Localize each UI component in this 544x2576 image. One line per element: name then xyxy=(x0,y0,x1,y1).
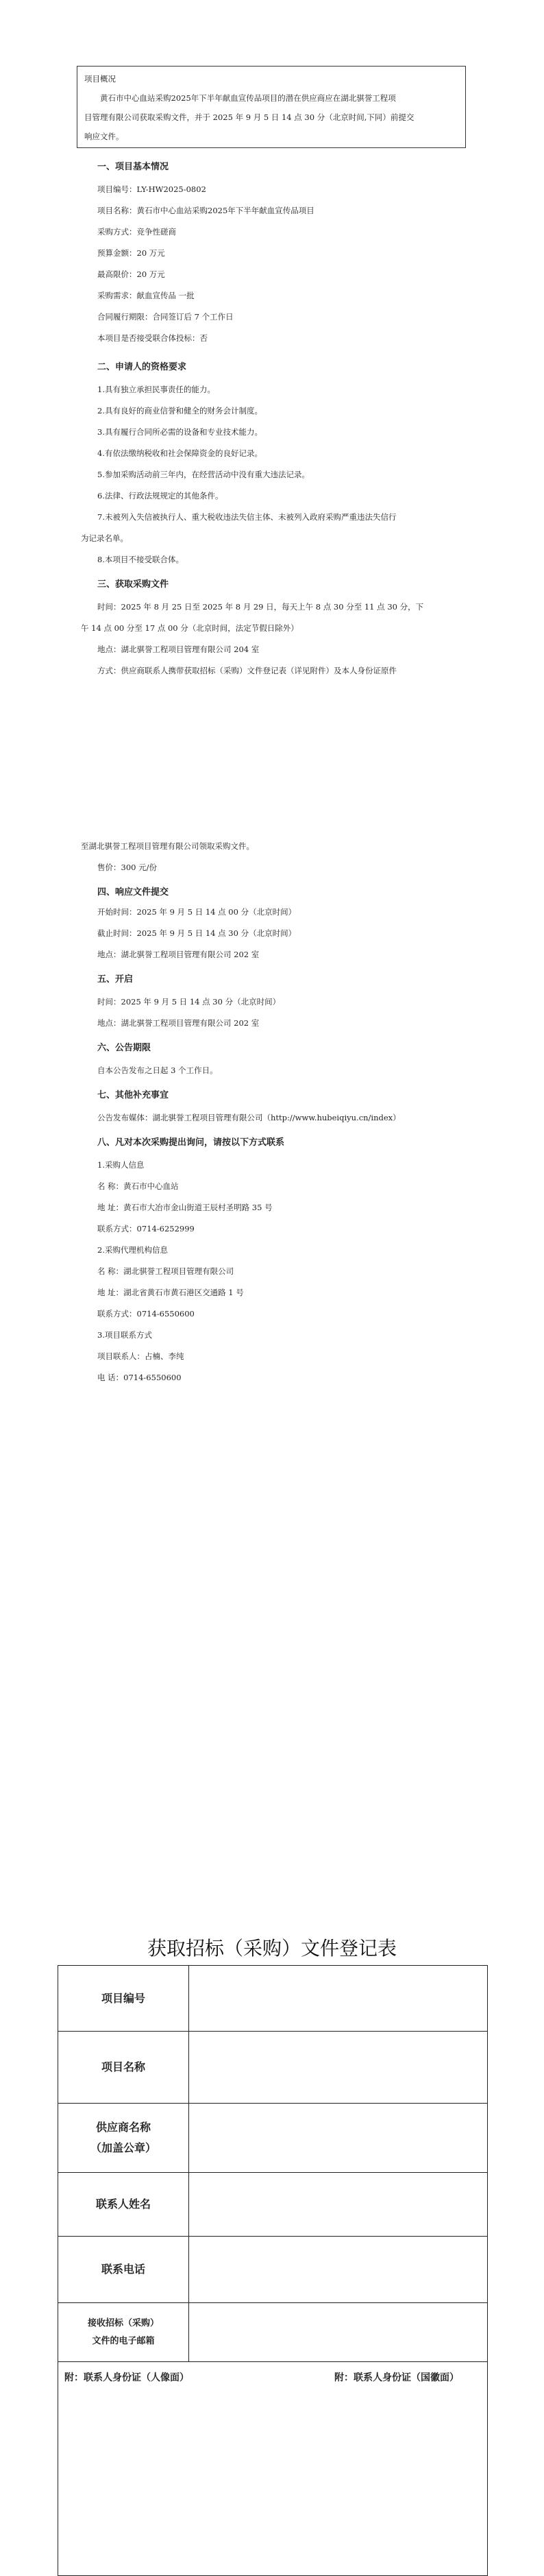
acquisition-method: 至湖北骐誉工程项目管理有限公司领取采购文件。 xyxy=(81,841,254,851)
budget-amount: 预算金额：20 万元 xyxy=(97,248,165,258)
overview-body-line: 黄石市中心血站采购2025年下半年献血宣传品项目的潜在供应商应在湖北骐誉工程项 xyxy=(100,93,396,103)
procurement-method: 采购方式：竞争性磋商 xyxy=(97,227,176,237)
submission-start: 开始时间：2025 年 9 月 5 日 14 点 00 分（北京时间） xyxy=(97,907,297,917)
acquisition-time: 时间：2025 年 8 月 25 日至 2025 年 8 月 29 日，每天上午 8 点 30 分至 11 点 30 分，下 xyxy=(97,602,424,612)
contact-phone: 电 话：0714-6550600 xyxy=(97,1373,182,1382)
section-title: 四、响应文件提交 xyxy=(97,887,169,898)
agent-heading: 2.采购代理机构信息 xyxy=(97,1245,168,1255)
qualification-item: 1.具有独立承担民事责任的能力。 xyxy=(97,385,215,394)
form-field-project-number[interactable] xyxy=(189,1966,488,2032)
form-field-contact-phone[interactable] xyxy=(189,2237,488,2303)
agent-address: 地 址：湖北省黄石市黄石港区交通路 1 号 xyxy=(97,1288,244,1297)
form-label-contact-name: 联系人姓名 xyxy=(58,2173,189,2237)
form-label-line: 供应商名称 xyxy=(95,2121,151,2134)
opening-place: 地点：湖北骐誉工程项目管理有限公司 202 室 xyxy=(97,1018,260,1028)
form-label-supplier-name xyxy=(58,2104,189,2173)
registration-form-table xyxy=(58,1965,488,2576)
form-row xyxy=(58,2173,488,2237)
opening-time: 时间：2025 年 9 月 5 日 14 点 30 分（北京时间） xyxy=(97,997,281,1007)
qualification-item: 7.未被列入失信被执行人、重大税收违法失信主体、未被列入政府采购严重违法失信行 xyxy=(97,512,397,522)
form-row xyxy=(58,2362,488,2576)
publication-media: 公告发布媒体：湖北骐誉工程项目管理有限公司（http://www.hubeiqiyu.cn/index） xyxy=(97,1113,401,1122)
max-price: 最高限价：20 万元 xyxy=(97,269,165,279)
document-price: 售价：300 元/份 xyxy=(97,863,157,872)
form-field-contact-name[interactable] xyxy=(189,2173,488,2237)
section-title: 二、申请人的资格要求 xyxy=(97,362,187,372)
registration-form-title: 获取招标（采购）文件登记表 xyxy=(147,1937,397,1960)
qualification-item: 4.有依法缴纳税收和社会保障资金的良好记录。 xyxy=(97,448,262,458)
form-row xyxy=(58,2032,488,2104)
section-title: 三、获取采购文件 xyxy=(97,579,169,590)
form-row xyxy=(58,1966,488,2032)
overview-body-line: 目管理有限公司获取采购文件，并于 2025 年 9 月 5 日 14 点 30 分（北京时间,下同）前提交 xyxy=(84,112,415,122)
form-row xyxy=(58,2303,488,2362)
buyer-address: 地 址：黄石市大冶市金山街道王辰村圣明路 35 号 xyxy=(97,1203,273,1212)
qualification-item: 6.法律、行政法规规定的其他条件。 xyxy=(97,491,223,501)
buyer-heading: 1.采购人信息 xyxy=(97,1160,145,1170)
section-title: 五、开启 xyxy=(97,974,134,985)
form-label-line: 接收招标（采购） xyxy=(87,2318,159,2328)
id-card-attachment-area xyxy=(58,2362,488,2576)
buyer-phone: 联系方式：0714-6252999 xyxy=(97,1224,195,1233)
contact-heading: 3.项目联系方式 xyxy=(97,1330,152,1340)
form-field-project-name[interactable] xyxy=(189,2032,488,2104)
overview-heading: 项目概况 xyxy=(84,74,116,84)
overview-body-line: 响应文件。 xyxy=(84,132,124,141)
submission-place: 地点：湖北骐誉工程项目管理有限公司 202 室 xyxy=(97,950,260,959)
contact-people: 项目联系人：占楠、李纯 xyxy=(97,1351,184,1361)
submission-deadline: 截止时间：2025 年 9 月 5 日 14 点 30 分（北京时间） xyxy=(97,928,297,938)
form-field-email[interactable] xyxy=(189,2303,488,2362)
form-label-line: 文件的电子邮箱 xyxy=(92,2335,155,2346)
form-label-project-number: 项目编号 xyxy=(58,1966,189,2032)
procurement-demand: 采购需求：献血宣传品 一批 xyxy=(97,291,195,300)
agent-phone: 联系方式：0714-6550600 xyxy=(97,1309,195,1319)
form-label-line: （加盖公章） xyxy=(90,2141,156,2154)
section-title: 八、凡对本次采购提出询问，请按以下方式联系 xyxy=(97,1137,285,1148)
section-title: 七、其他补充事宜 xyxy=(97,1090,169,1100)
form-row xyxy=(58,2104,488,2173)
qualification-item: 3.具有履行合同所必需的设备和专业技术能力。 xyxy=(97,427,262,437)
qualification-item: 为记录名单。 xyxy=(81,533,128,543)
acquisition-place: 地点：湖北骐誉工程项目管理有限公司 204 室 xyxy=(97,645,260,654)
form-field-supplier-name[interactable] xyxy=(189,2104,488,2173)
consortium-note: 本项目是否接受联合体投标：否 xyxy=(97,333,208,343)
section-title: 一、项目基本情况 xyxy=(97,162,169,172)
project-number: 项目编号：LY-HW2025-0802 xyxy=(97,184,206,194)
contract-period: 合同履行期限：合同签订后 7 个工作日 xyxy=(97,312,234,322)
buyer-name: 名 称：黄石市中心血站 xyxy=(97,1181,179,1191)
section-title: 六、公告期限 xyxy=(97,1043,151,1053)
form-label-contact-phone: 联系电话 xyxy=(58,2237,189,2303)
overview-box xyxy=(77,66,466,148)
form-label-project-name: 项目名称 xyxy=(58,2032,189,2104)
qualification-item: 5.参加采购活动前三年内，在经营活动中没有重大违法记录。 xyxy=(97,470,310,479)
project-name: 项目名称：黄石市中心血站采购2025年下半年献血宣传品项目 xyxy=(97,206,314,215)
id-card-back-label: 附：联系人身份证（国徽面） xyxy=(334,2372,459,2383)
qualification-item: 2.具有良好的商业信誉和健全的财务会计制度。 xyxy=(97,406,262,416)
qualification-item: 8.本项目不接受联合体。 xyxy=(97,555,184,564)
attachment-labels xyxy=(59,2370,486,2384)
id-card-front-label: 附：联系人身份证（人像面） xyxy=(64,2372,189,2383)
acquisition-time: 午 14 点 00 分至 17 点 00 分（北京时间，法定节假日除外） xyxy=(81,623,299,633)
acquisition-method: 方式：供应商联系人携带获取招标（采购）文件登记表（详见附件）及本人身份证原件 xyxy=(97,666,397,675)
form-label-email xyxy=(58,2303,189,2362)
notice-period: 自本公告发布之日起 3 个工作日。 xyxy=(97,1066,218,1075)
form-row xyxy=(58,2237,488,2303)
agent-name: 名 称：湖北骐誉工程项目管理有限公司 xyxy=(97,1266,234,1276)
